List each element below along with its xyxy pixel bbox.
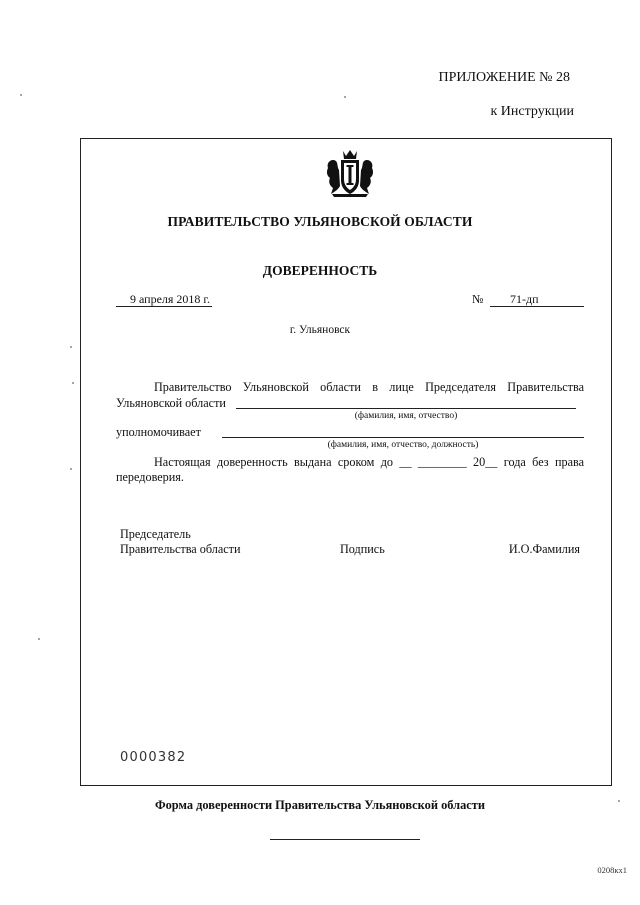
- number-sign: №: [472, 292, 484, 306]
- scan-mark: [38, 638, 40, 640]
- fio-blank-line: [236, 408, 576, 409]
- chairman-title-line-2: Правительства области: [120, 542, 241, 556]
- bottom-rule: [270, 839, 420, 840]
- signature-label: Подпись: [340, 542, 385, 556]
- city-label: г. Ульяновск: [289, 324, 351, 336]
- government-title: ПРАВИТЕЛЬСТВО УЛЬЯНОВСКОЙ ОБЛАСТИ: [167, 214, 473, 229]
- document-date: 9 апреля 2018 г.: [116, 292, 212, 307]
- appendix-label: ПРИЛОЖЕНИЕ № 28: [438, 70, 570, 85]
- scan-mark: [20, 94, 22, 96]
- signatory-name: И.О.Фамилия: [508, 542, 580, 556]
- serial-number: 0000382: [120, 750, 187, 765]
- instruction-label: к Инструкции: [490, 104, 574, 119]
- body-paragraph-2-line-2: передоверия.: [116, 470, 184, 484]
- body-paragraph-1-line-1: Правительство Ульяновской области в лице Председателя Правительства: [154, 380, 584, 394]
- scan-mark: [70, 346, 72, 348]
- scan-mark: [72, 382, 74, 384]
- document-number: 71-дп: [490, 292, 584, 307]
- authorized-person-caption: (фамилия, имя, отчество, должность): [327, 440, 479, 450]
- fio-caption: (фамилия, имя, отчество): [354, 411, 458, 421]
- scan-mark: [618, 800, 620, 802]
- body-paragraph-2-line-1: Настоящая доверенность выдана сроком до __ ________ 20__ года без права: [154, 455, 584, 469]
- authorizes-label: уполномочивает: [116, 425, 201, 439]
- scan-mark: [70, 468, 72, 470]
- form-caption: Форма доверенности Правительства Ульяновской области: [154, 798, 486, 812]
- form-code: 0208кх1: [597, 865, 627, 875]
- body-paragraph-1-line-2: Ульяновской области: [116, 396, 226, 410]
- document-title: ДОВЕРЕННОСТЬ: [262, 263, 378, 278]
- scan-mark: [344, 96, 346, 98]
- coat-of-arms-icon: [324, 148, 376, 198]
- authorized-person-blank-line: [222, 437, 584, 438]
- chairman-title-line-1: Председатель: [120, 527, 191, 541]
